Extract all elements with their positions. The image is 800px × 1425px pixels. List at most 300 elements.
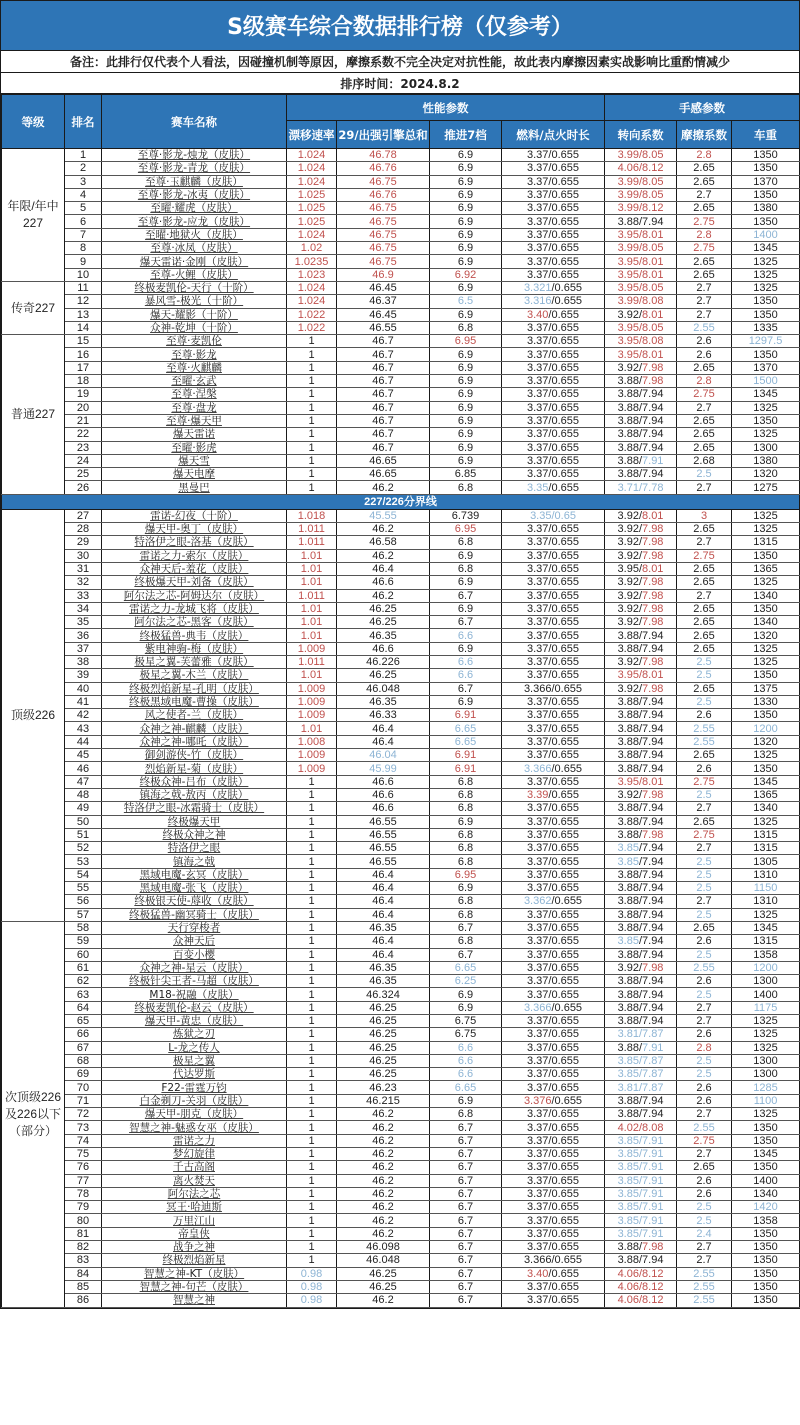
drift-cell — [287, 908, 337, 921]
friction-cell — [677, 468, 732, 481]
friction-cell — [677, 1201, 732, 1214]
steer-value: 3.88/7.94 — [617, 709, 664, 722]
weight-cell — [732, 602, 800, 615]
car-name-cell: 至尊·影龙-烛龙（皮肤） — [102, 149, 287, 162]
fuel-cell — [502, 762, 605, 775]
rank-cell: 2 — [65, 162, 102, 175]
steer-cell — [605, 1081, 677, 1094]
weight-value: 1420 — [753, 1201, 778, 1214]
engine-cell — [337, 1187, 430, 1200]
friction-cell — [677, 1241, 732, 1254]
engine-cell — [337, 348, 430, 361]
engine-cell — [337, 468, 430, 481]
drift-cell — [287, 1161, 337, 1174]
weight-cell — [732, 1108, 800, 1121]
friction-value: 2.8 — [696, 1041, 712, 1054]
engine-cell — [337, 188, 430, 201]
header-boost: 推进7档 — [430, 121, 502, 149]
boost-cell — [430, 895, 502, 908]
engine-cell — [337, 441, 430, 454]
engine-cell — [337, 562, 430, 575]
steer-cell — [605, 549, 677, 562]
boost-cell — [430, 202, 502, 215]
boost-cell — [430, 215, 502, 228]
fuel-value: 3.37/0.655 — [527, 616, 579, 629]
fuel-cell — [502, 202, 605, 215]
car-name-cell: 终极黑域电魔-曹操（皮肤） — [102, 695, 287, 708]
weight-cell — [732, 1015, 800, 1028]
fuel-value: 3.37/0.655 — [527, 468, 579, 481]
table-row — [2, 375, 800, 388]
steer-cell — [605, 1294, 677, 1307]
engine-cell — [337, 655, 430, 668]
boost-value: 6.7 — [457, 1161, 474, 1174]
friction-cell — [677, 1187, 732, 1200]
engine-value: 46.55 — [369, 828, 397, 841]
friction-cell — [677, 1108, 732, 1121]
steer-value: 8.01 — [642, 308, 664, 321]
drift-value: 0.98 — [300, 1281, 323, 1294]
friction-cell — [677, 1054, 732, 1067]
car-name-cell: 代达罗斯 — [102, 1068, 287, 1081]
friction-value: 2.65 — [693, 563, 715, 576]
drift-value: 1 — [308, 454, 315, 467]
boost-value: 6.25 — [454, 975, 477, 988]
car-name-cell: 至尊·影龙 — [102, 348, 287, 361]
boost-cell — [430, 1108, 502, 1121]
boost-cell — [430, 1028, 502, 1041]
boost-cell — [430, 509, 502, 522]
weight-value: 1345 — [753, 388, 778, 401]
weight-value: 1325 — [753, 815, 778, 828]
weight-cell — [732, 335, 800, 348]
engine-cell — [337, 401, 430, 414]
drift-cell — [287, 655, 337, 668]
steer-cell — [605, 268, 677, 281]
weight-cell — [732, 709, 800, 722]
car-name-cell: 至尊-火鲤（皮肤） — [102, 268, 287, 281]
friction-cell — [677, 242, 732, 255]
fuel-value: 3.37/0.655 — [527, 1015, 579, 1028]
engine-cell — [337, 321, 430, 334]
friction-value: 2.7 — [696, 1108, 712, 1121]
engine-value: 46.2 — [372, 1121, 394, 1134]
friction-value: 2.55 — [693, 322, 715, 334]
weight-cell — [732, 1147, 800, 1160]
steer-value: /7.94 — [638, 935, 664, 948]
steer-value: 3.88/7.94 — [617, 895, 664, 908]
car-name-cell: 至尊·麦凯伦 — [102, 335, 287, 348]
boost-value: 6.6 — [457, 669, 474, 682]
fuel-value: 3.37/0.655 — [527, 536, 579, 549]
steer-cell — [605, 202, 677, 215]
header-weight: 车重 — [732, 121, 800, 149]
table-row — [2, 361, 800, 374]
engine-cell — [337, 682, 430, 695]
engine-value: 46.4 — [372, 948, 394, 961]
weight-cell — [732, 988, 800, 1001]
friction-cell — [677, 682, 732, 695]
engine-cell — [337, 842, 430, 855]
friction-cell — [677, 361, 732, 374]
friction-value: 2.7 — [696, 802, 712, 815]
drift-cell — [287, 975, 337, 988]
engine-value: 46.76 — [369, 189, 397, 202]
table-row — [2, 948, 800, 961]
drift-cell — [287, 1201, 337, 1214]
engine-value: 46.55 — [369, 322, 397, 334]
weight-value: 1325 — [753, 656, 778, 669]
car-name-cell: 特洛伊之眼-洛基（皮肤） — [102, 536, 287, 549]
fuel-cell — [502, 281, 605, 294]
boost-cell — [430, 935, 502, 948]
fuel-value: 3.37/0.655 — [527, 1201, 579, 1214]
fuel-cell — [502, 655, 605, 668]
weight-cell — [732, 655, 800, 668]
weight-value: 1350 — [753, 1121, 778, 1134]
friction-value: 2.65 — [693, 441, 715, 454]
steer-value: 3.88/7.94 — [617, 815, 664, 828]
friction-cell — [677, 802, 732, 815]
boost-cell — [430, 762, 502, 775]
drift-cell — [287, 361, 337, 374]
fuel-value: 3.37/0.655 — [527, 775, 579, 788]
steer-cell — [605, 722, 677, 735]
weight-cell — [732, 961, 800, 974]
boost-value: 6.8 — [457, 322, 474, 334]
table-row — [2, 1041, 800, 1054]
weight-cell — [732, 509, 800, 522]
table-row — [2, 1001, 800, 1014]
fuel-cell — [502, 335, 605, 348]
engine-cell — [337, 775, 430, 788]
boost-value: 6.9 — [457, 454, 474, 467]
boost-value: 6.7 — [457, 922, 474, 935]
car-name-cell: 至尊·爆天甲 — [102, 414, 287, 427]
fuel-cell — [502, 428, 605, 441]
steer-value: 3.92/ — [617, 616, 643, 629]
car-name-cell: 爆天-耀影（十阶） — [102, 308, 287, 321]
engine-cell — [337, 255, 430, 268]
weight-cell — [732, 481, 800, 494]
steer-cell — [605, 855, 677, 868]
drift-value: 1.01 — [300, 563, 323, 576]
friction-cell — [677, 149, 732, 162]
weight-value: 1375 — [753, 682, 778, 695]
friction-cell — [677, 1041, 732, 1054]
rank-cell: 8 — [65, 242, 102, 255]
fuel-value: 3.37/0.655 — [527, 576, 579, 589]
engine-value: 46.75 — [369, 175, 397, 188]
car-name-cell: 万里江山 — [102, 1214, 287, 1227]
friction-value: 2.75 — [693, 775, 715, 788]
boost-cell — [430, 802, 502, 815]
boost-cell — [430, 1054, 502, 1067]
car-name-cell: 智慧之神-KT（皮肤） — [102, 1267, 287, 1280]
weight-cell — [732, 162, 800, 175]
drift-cell — [287, 1214, 337, 1227]
weight-cell — [732, 348, 800, 361]
boost-value: 6.6 — [457, 1055, 474, 1068]
engine-cell — [337, 669, 430, 682]
fuel-value: 3.37/0.655 — [527, 228, 579, 241]
steer-value: 7.98 — [642, 602, 664, 615]
steer-value: 7.98 — [642, 616, 664, 629]
steer-value: 3.95/8.01 — [617, 348, 664, 361]
fuel-value: 3.37/0.655 — [527, 828, 579, 841]
steer-cell — [605, 828, 677, 841]
boost-value: 6.7 — [457, 1201, 474, 1214]
car-name-cell: 终极猛兽-典韦（皮肤） — [102, 629, 287, 642]
rank-cell: 15 — [65, 335, 102, 348]
table-header — [2, 95, 800, 149]
fuel-value: 3.362 — [523, 895, 552, 908]
drift-cell — [287, 268, 337, 281]
weight-value: 1350 — [753, 1281, 778, 1294]
friction-value: 2.6 — [696, 935, 712, 948]
engine-cell — [337, 762, 430, 775]
engine-cell — [337, 1241, 430, 1254]
drift-value: 1 — [308, 1201, 315, 1214]
boost-cell — [430, 1001, 502, 1014]
fuel-cell — [502, 348, 605, 361]
engine-cell — [337, 908, 430, 921]
weight-value: 1325 — [753, 255, 778, 268]
drift-value: 1.009 — [297, 749, 326, 762]
drift-value: 1 — [308, 1254, 315, 1267]
engine-cell — [337, 895, 430, 908]
weight-value: 1315 — [753, 536, 778, 549]
fuel-value: 3.37/0.655 — [527, 802, 579, 815]
boost-cell — [430, 642, 502, 655]
drift-cell — [287, 828, 337, 841]
drift-cell — [287, 1121, 337, 1134]
drift-cell — [287, 842, 337, 855]
friction-value: 2.55 — [693, 1281, 715, 1294]
fuel-value: 3.37/0.655 — [527, 441, 579, 454]
weight-value: 1325 — [753, 1108, 778, 1121]
steer-cell — [605, 629, 677, 642]
boost-value: 6.7 — [457, 1294, 474, 1307]
car-name-cell: 白金剃刀-关羽（皮肤） — [102, 1094, 287, 1107]
friction-value: 2.65 — [693, 523, 715, 536]
steer-value: 7.98 — [642, 536, 664, 549]
fuel-value: 3.37/0.655 — [527, 935, 579, 948]
table-row — [2, 188, 800, 201]
boost-cell — [430, 722, 502, 735]
rank-cell: 29 — [65, 536, 102, 549]
fuel-value: 3.37/0.655 — [527, 361, 579, 374]
fuel-value: 3.35/0.65 — [530, 509, 576, 522]
weight-cell — [732, 523, 800, 536]
friction-cell — [677, 1121, 732, 1134]
rank-cell: 65 — [65, 1015, 102, 1028]
weight-cell — [732, 361, 800, 374]
steer-value: 3.88/7.94 — [617, 441, 664, 454]
friction-value: 2.65 — [693, 361, 715, 374]
drift-value: 1.025 — [297, 215, 326, 228]
rank-cell: 69 — [65, 1068, 102, 1081]
steer-value: 7.98 — [642, 589, 664, 602]
car-name-cell: 极星之翼-芙蕾雅（皮肤） — [102, 655, 287, 668]
car-name-cell: 至尊·涅槃 — [102, 388, 287, 401]
fuel-value: 3.316 — [523, 295, 552, 308]
fuel-value: 3.37/0.655 — [527, 1068, 579, 1081]
engine-value: 46.45 — [369, 282, 397, 295]
weight-cell — [732, 536, 800, 549]
weight-cell — [732, 908, 800, 921]
rank-cell: 85 — [65, 1280, 102, 1293]
car-name-cell: 众神之神-麒麟（皮肤） — [102, 722, 287, 735]
steer-value: 3.85/7.91 — [617, 1188, 664, 1200]
drift-cell — [287, 1254, 337, 1267]
weight-value: 1175 — [753, 1001, 778, 1014]
steer-value: 3.85/7.91 — [617, 1201, 664, 1214]
car-name-cell: 爆天甲-黄忠（皮肤） — [102, 1015, 287, 1028]
engine-cell — [337, 1068, 430, 1081]
friction-value: 2.65 — [693, 749, 715, 762]
friction-cell — [677, 188, 732, 201]
weight-value: 1325 — [753, 576, 778, 589]
fuel-value: 3.37/0.655 — [527, 1188, 579, 1200]
steer-cell — [605, 481, 677, 494]
boost-value: 6.9 — [457, 882, 474, 895]
boost-value: 6.8 — [457, 1108, 474, 1121]
table-body — [2, 149, 800, 1308]
steer-value: 3.95/8.05 — [617, 322, 664, 334]
header-name: 赛车名称 — [102, 95, 287, 149]
rank-cell: 40 — [65, 682, 102, 695]
drift-cell — [287, 868, 337, 881]
steer-cell — [605, 348, 677, 361]
boost-value: 6.9 — [457, 175, 474, 188]
boost-cell — [430, 1294, 502, 1307]
friction-cell — [677, 828, 732, 841]
fuel-value: 3.37/0.655 — [527, 815, 579, 828]
boost-value: 6.9 — [457, 441, 474, 454]
drift-cell — [287, 1294, 337, 1307]
car-name-cell: 智慧之神-句芒（皮肤） — [102, 1280, 287, 1293]
fuel-value: 3.37/0.655 — [527, 722, 579, 735]
table-row — [2, 1134, 800, 1147]
engine-value: 46.25 — [369, 669, 397, 682]
engine-cell — [337, 709, 430, 722]
grade-cell: 普通227 — [2, 335, 65, 495]
car-name-cell: 终极爆天甲 — [102, 815, 287, 828]
fuel-cell — [502, 523, 605, 536]
boost-cell — [430, 468, 502, 481]
drift-value: 1.02 — [300, 242, 323, 255]
engine-cell — [337, 1254, 430, 1267]
table-row — [2, 935, 800, 948]
table-row — [2, 1054, 800, 1067]
friction-value: 2.65 — [693, 576, 715, 589]
weight-value: 1325 — [753, 642, 778, 655]
drift-value: 1.009 — [297, 696, 326, 709]
steer-value: 3.88/7.94 — [617, 802, 664, 815]
car-name-cell: 千古高阁 — [102, 1161, 287, 1174]
table-row — [2, 709, 800, 722]
steer-cell — [605, 1214, 677, 1227]
engine-value: 46.6 — [372, 802, 394, 815]
friction-cell — [677, 669, 732, 682]
engine-cell — [337, 602, 430, 615]
fuel-cell — [502, 961, 605, 974]
drift-cell — [287, 1174, 337, 1187]
car-name-cell: 爆天雷诺·金刚（皮肤） — [102, 255, 287, 268]
drift-cell — [287, 215, 337, 228]
engine-cell — [337, 722, 430, 735]
car-name-cell: 众神之神-哪吒（皮肤） — [102, 735, 287, 748]
boost-cell — [430, 828, 502, 841]
rank-cell: 47 — [65, 775, 102, 788]
fuel-cell — [502, 1254, 605, 1267]
friction-cell — [677, 509, 732, 522]
drift-value: 1 — [308, 1001, 315, 1014]
drift-cell — [287, 481, 337, 494]
fuel-cell — [502, 1081, 605, 1094]
boost-value: 6.75 — [454, 1028, 477, 1041]
boost-value: 6.9 — [457, 401, 474, 414]
steer-cell — [605, 321, 677, 334]
fuel-value: 3.37/0.655 — [527, 696, 579, 709]
car-name-cell: 智慧之神 — [102, 1294, 287, 1307]
header-grade: 等级 — [2, 95, 65, 149]
steer-value: 3.85/7.91 — [617, 1148, 664, 1161]
rank-cell: 18 — [65, 375, 102, 388]
weight-value: 1305 — [753, 855, 778, 868]
drift-value: 1.01 — [300, 576, 323, 589]
boost-cell — [430, 1015, 502, 1028]
weight-value: 1345 — [753, 922, 778, 935]
boost-value: 6.7 — [457, 1214, 474, 1227]
table-row — [2, 589, 800, 602]
fuel-cell — [502, 549, 605, 562]
engine-cell — [337, 162, 430, 175]
boost-cell — [430, 1121, 502, 1134]
steer-cell — [605, 1161, 677, 1174]
drift-value: 1.024 — [297, 149, 326, 162]
car-name-cell: 至曜·影虎 — [102, 441, 287, 454]
friction-cell — [677, 855, 732, 868]
drift-value: 1 — [308, 975, 315, 988]
drift-cell — [287, 454, 337, 467]
fuel-value: 3.37/0.655 — [527, 242, 579, 255]
boost-cell — [430, 842, 502, 855]
weight-value: 1345 — [753, 1148, 778, 1161]
steer-cell — [605, 961, 677, 974]
steer-value: 3.88/7.94 — [617, 1094, 664, 1107]
engine-value: 46.6 — [372, 642, 394, 655]
fuel-value: 3.37/0.655 — [527, 669, 579, 682]
fuel-value: 3.37/0.655 — [527, 523, 579, 536]
steer-value: 3.88/7.94 — [617, 696, 664, 709]
fuel-cell — [502, 948, 605, 961]
rank-cell: 20 — [65, 401, 102, 414]
fuel-value: 3.37/0.655 — [527, 908, 579, 921]
steer-value: 7.98 — [642, 789, 664, 802]
engine-value: 46.7 — [372, 441, 394, 454]
car-name-cell: 至尊·火麒麟 — [102, 361, 287, 374]
fuel-value: 3.37/0.655 — [527, 149, 579, 162]
fuel-value: 3.37/0.655 — [527, 189, 579, 202]
header-engine: 29/出强引擎总和 — [337, 121, 430, 149]
weight-cell — [732, 802, 800, 815]
weight-value: 1340 — [753, 616, 778, 629]
friction-cell — [677, 1015, 732, 1028]
friction-cell — [677, 335, 732, 348]
fuel-value: 3.37/0.655 — [527, 1108, 579, 1121]
